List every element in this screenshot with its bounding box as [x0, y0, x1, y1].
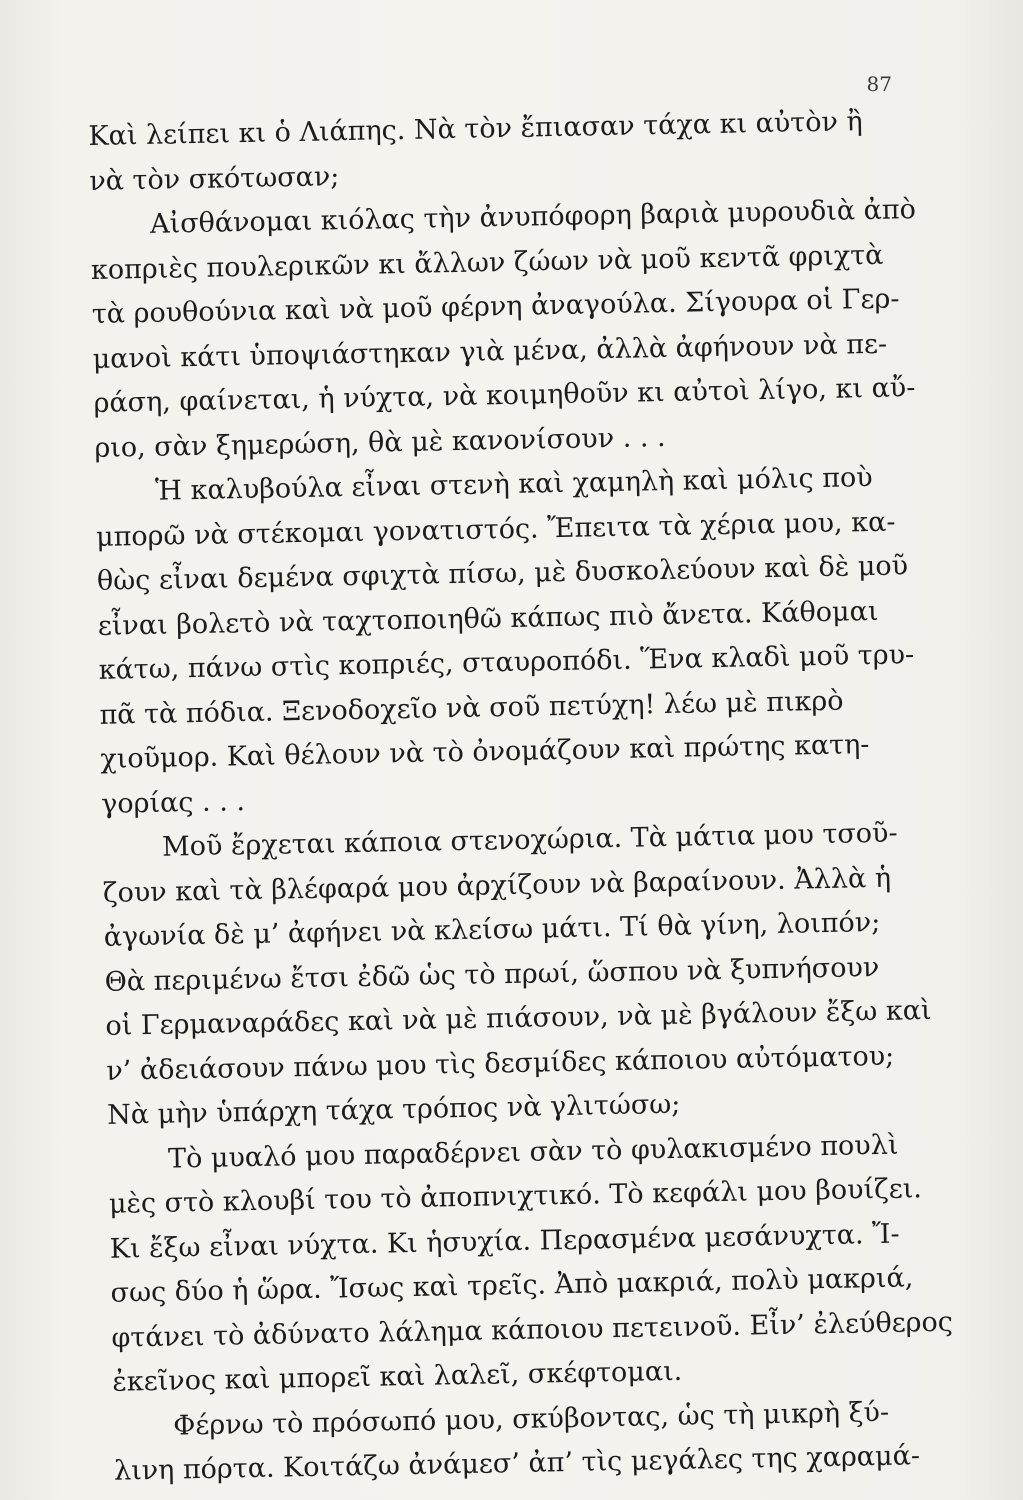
text-line: εἶναι βολετὸ νὰ ταχτοποιηθῶ κάπως πιὸ ἄνετα. Κάθομαι [97, 595, 879, 642]
body-text [88, 99, 969, 1495]
text-line: κάτω, πάνω στὶς κοπριές, σταυροπόδι. Ἕνα κλαδὶ μοῦ τρυ- [98, 639, 915, 686]
text-line: πᾶ τὰ πόδια. Ξενοδοχεῖο νὰ σοῦ πετύχη! λέω μὲ πικρὸ [99, 685, 844, 731]
text-line: Τὸ μυαλό μου παραδέρνει σὰν τὸ φυλακισμένο πουλὶ [167, 1129, 899, 1175]
text-line: Καὶ λείπει κι ὁ Λιάπης. Νὰ τὸν ἔπιασαν τάχα κι αὐτὸν ἢ [88, 106, 863, 152]
text-line: ν’ ἀδειάσουν πάνω μου τὶς δεσμίδες κάποιου αὐτόματου; [106, 1040, 895, 1087]
text-line: Αἰσθάνομαι κιόλας τὴν ἀνυπόφορη βαριὰ μυρουδιὰ ἀπὸ [149, 194, 917, 240]
text-line: κοπριὲς πουλερικῶν κι ἄλλων ζώων νὰ μοῦ κεντᾶ φριχτὰ [90, 239, 884, 286]
text-line: Κι ἔξω εἶναι νύχτα. Κι ἡσυχία. Περασμένα μεσάνυχτα. Ἴ- [109, 1218, 900, 1265]
text-line: μπορῶ νὰ στέκομαι γονατιστός. Ἔπειτα τὰ χέρια μου, κα- [95, 506, 896, 553]
text-line: Φέρνω τὸ πρόσωπό μου, σκύβοντας, ὡς τὴ μικρὴ ξύ- [172, 1396, 890, 1442]
text-line: Νὰ μὴν ὑπάρχη τάχα τρόπος νὰ γλιτώσω; [106, 1088, 681, 1131]
text-line: μὲς στὸ κλουβί του τὸ ἀποπνιχτικό. Τὸ κεφάλι μου βουίζει. [108, 1173, 923, 1220]
text-line: σως δύο ἡ ὥρα. Ἴσως καὶ τρεῖς. Ἀπὸ μακριά, πολὺ μακριά, [110, 1262, 914, 1309]
text-line: γορίας . . . [100, 785, 246, 820]
text-line: Θὰ περιμένω ἔτσι ἐδῶ ὡς τὸ πρωί, ὥσπου νὰ ξυπνήσουν [104, 951, 880, 998]
text-line: τὰ ρουθούνια καὶ νὰ μοῦ φέρνη ἀναγούλα. Σίγουρα οἱ Γερ- [91, 283, 900, 330]
text-line: ἀγωνία δὲ μ’ ἀφήνει νὰ κλείσω μάτι. Τί θὰ γίνη, λοιπόν; [103, 906, 881, 953]
text-line: φτάνει τὸ ἀδύνατο λάλημα κάποιου πετεινοῦ. Εἶν’ ἐλεύθερος [111, 1306, 954, 1354]
text-line: θὼς εἶναι δεμένα σφιχτὰ πίσω, μὲ δυσκολεύουν καὶ δὲ μοῦ [96, 550, 909, 597]
text-line: οἱ Γερμαναράδες καὶ νὰ μὲ πιάσουν, νὰ μὲ βγάλουν ἔξω καὶ [105, 994, 932, 1042]
page-number: 87 [866, 72, 892, 96]
text-line: λινη πόρτα. Κοιτάζω ἀνάμεσ’ ἀπ’ τὶς μεγάλες της χαραμά- [113, 1440, 921, 1487]
text-line: ἐκεῖνος καὶ μπορεῖ καὶ λαλεῖ, σκέφτομαι. [112, 1355, 683, 1398]
text-line: χιοῦμορ. Καὶ θέλουν νὰ τὸ ὀνομάζουν καὶ πρώτης κατη- [100, 729, 870, 775]
text-line: Ἡ καλυβούλα εἶναι στενὴ καὶ χαμηλὴ καὶ μόλις ποὺ [154, 462, 873, 507]
text-line: μανοὶ κάτι ὑποψιάστηκαν γιὰ μένα, ἀλλὰ ἀφήνουν νὰ πε- [92, 328, 888, 375]
text-line: Μοῦ ἔρχεται κάποια στενοχώρια. Τὰ μάτια μου τσοῦ- [161, 817, 898, 863]
text-line: ζουν καὶ τὰ βλέφαρά μου ἀρχίζουν νὰ βαραίνουν. Ἀλλὰ ἡ [102, 862, 892, 909]
text-line: ράση, φαίνεται, ἡ νύχτα, νὰ κοιμηθοῦν κι αὐτοὶ λίγο, κι αὔ- [93, 372, 916, 419]
text-line: νὰ τὸν σκότωσαν; [88, 160, 340, 197]
text-line: ριο, σὰν ξημερώση, θὰ μὲ κανονίσουν . . . [94, 421, 666, 464]
